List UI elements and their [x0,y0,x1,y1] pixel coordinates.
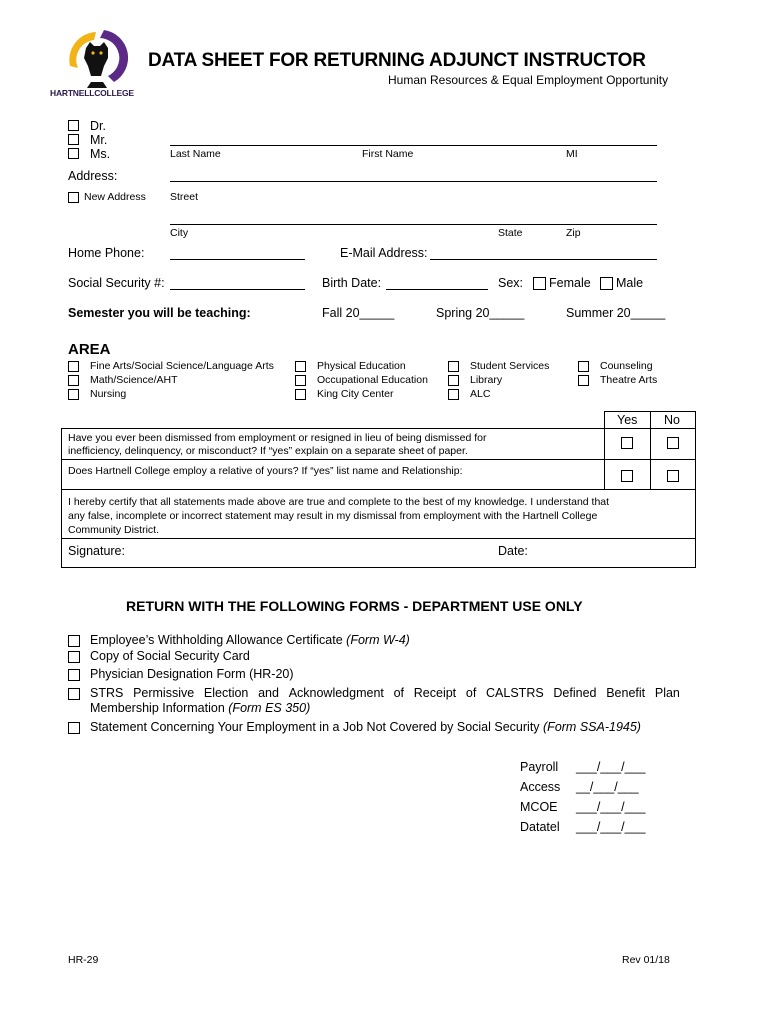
strs-word: Benefit [606,686,646,700]
female-label: Female [549,276,591,290]
state-label: State [498,227,523,239]
strs-word: STRS [90,686,124,700]
date-label[interactable]: Date: [498,544,528,558]
form-ssa-checkbox[interactable] [68,722,80,734]
form-id: HR-29 [68,954,99,966]
address-top-line[interactable] [170,181,657,182]
row-divider-1 [61,459,696,460]
semester-summer[interactable]: Summer 20_____ [566,306,666,320]
strs-word: of [393,686,405,700]
ssn-label: Social Security #: [68,276,165,290]
mcoe-label: MCOE [520,800,558,814]
home-phone-label: Home Phone: [68,246,145,260]
area-alc-checkbox[interactable] [448,389,459,400]
q1-no-checkbox[interactable] [667,437,679,449]
form-hr20-label: Physician Designation Form (HR-20) [90,667,294,681]
ssn-input[interactable] [170,289,305,290]
page-title: DATA SHEET FOR RETURNING ADJUNCT INSTRUCTOR [148,50,646,71]
area-math-label: Math/Science/AHT [90,374,178,386]
city-label: City [170,227,189,239]
form-w4-checkbox[interactable] [68,635,80,647]
address-label: Address: [68,169,118,183]
strs-word: Defined [553,686,597,700]
q2-text: Does Hartnell College employ a relative of yours? If “yes” list name and Relationship: [68,465,463,477]
area-pe-checkbox[interactable] [295,361,306,372]
access-date[interactable]: __/___/___ [576,780,639,794]
mi-label: MI [566,148,578,160]
area-student-services-checkbox[interactable] [448,361,459,372]
q2-yes-checkbox[interactable] [621,470,633,482]
semester-label: Semester you will be teaching: [68,306,251,320]
mr-checkbox[interactable] [68,134,79,145]
q2-no-checkbox[interactable] [667,470,679,482]
row-divider-3 [61,538,696,539]
form-strs-text: Membership Information [90,701,229,715]
last-name-label: Last Name [170,148,221,160]
mr-label: Mr. [90,133,108,147]
area-king-city-label: King City Center [317,388,394,400]
area-library-checkbox[interactable] [448,375,459,386]
sex-label: Sex: [498,276,524,290]
new-address-label: New Address [84,191,146,203]
area-occ-ed-checkbox[interactable] [295,375,306,386]
strs-word: CALSTRS [486,686,544,700]
area-fine-arts-label: Fine Arts/Social Science/Language Arts [90,360,274,372]
zip-label: Zip [566,227,581,239]
payroll-label: Payroll [520,760,559,774]
signature-label[interactable]: Signature: [68,544,125,558]
form-ssc-label: Copy of Social Security Card [90,649,250,663]
form-ssa-item [90,720,641,734]
area-theatre-checkbox[interactable] [578,375,589,386]
birth-date-input[interactable] [386,289,488,290]
access-label: Access [520,780,561,794]
form-ssa-text: Statement Concerning Your Employment in a Job Not Covered by Social Security [90,720,544,734]
form-strs-line2 [90,701,310,715]
area-alc-label: ALC [470,388,491,400]
name-input-line[interactable] [170,145,657,146]
area-heading: AREA [68,341,111,358]
new-address-checkbox[interactable] [68,192,79,203]
datatel-date[interactable]: ___/___/___ [576,820,646,834]
revision: Rev 01/18 [622,954,670,966]
form-w4-code: (Form W-4) [346,633,410,647]
ms-checkbox[interactable] [68,148,79,159]
area-math-checkbox[interactable] [68,375,79,386]
q1-text-line1: Have you ever been dismissed from employment or resigned in lieu of being dismissed for [68,432,487,444]
form-w4-item [90,633,410,647]
dr-checkbox[interactable] [68,120,79,131]
area-nursing-checkbox[interactable] [68,389,79,400]
dr-label: Dr. [90,119,106,133]
birth-date-label: Birth Date: [322,276,382,290]
payroll-date[interactable]: ___/___/___ [576,760,646,774]
strs-word: Receipt [413,686,457,700]
col-divider-1 [604,428,605,489]
strs-word: and [258,686,279,700]
strs-word: Plan [654,686,680,700]
male-checkbox[interactable] [600,277,613,290]
q1-text-line2: inefficiency, delinquency, or misconduct? If “yes” explain on a separate sheet of paper. [68,445,468,457]
area-student-services-label: Student Services [470,360,550,372]
form-ssc-checkbox[interactable] [68,651,80,663]
strs-word: Election [203,686,249,700]
row-divider-2 [61,489,696,490]
first-name-label: First Name [362,148,414,160]
form-ssa-code: (Form SSA-1945) [543,720,641,734]
semester-spring[interactable]: Spring 20_____ [436,306,525,320]
forms-heading: RETURN WITH THE FOLLOWING FORMS - DEPARTMENT USE ONLY [126,598,583,614]
col-divider-2 [650,428,651,489]
strs-word: Acknowledgment [288,686,384,700]
mcoe-date[interactable]: ___/___/___ [576,800,646,814]
area-theatre-label: Theatre Arts [600,374,658,386]
certify-line2: any false, incomplete or incorrect statement may result in my dismissal from employment with the Hartnell College [68,510,598,522]
area-occ-ed-label: Occupational Education [317,374,428,386]
panther-crest-icon [50,26,140,90]
strs-word: Permissive [133,686,195,700]
area-king-city-checkbox[interactable] [295,389,306,400]
form-w4-text: Employee’s Withholding Allowance Certificate [90,633,347,647]
area-counseling-checkbox[interactable] [578,361,589,372]
home-phone-input[interactable] [170,259,305,260]
semester-fall[interactable]: Fall 20_____ [322,306,395,320]
datatel-label: Datatel [520,820,560,834]
email-label: E-Mail Address: [340,246,428,260]
email-input[interactable] [430,259,657,260]
street-label: Street [170,191,199,203]
female-checkbox[interactable] [533,277,546,290]
area-counseling-label: Counseling [600,360,653,372]
area-library-label: Library [470,374,503,386]
area-nursing-label: Nursing [90,388,127,400]
area-fine-arts-checkbox[interactable] [68,361,79,372]
male-label: Male [616,276,644,290]
hartnell-logo [50,26,140,102]
no-header: No [664,413,680,427]
logo-wordmark: HARTNELLCOLLEGE [50,88,134,98]
city-state-zip-line[interactable] [170,224,657,225]
area-pe-label: Physical Education [317,360,406,372]
certify-line3: Community District. [68,524,160,536]
form-hr20-checkbox[interactable] [68,669,80,681]
yes-header: Yes [617,413,638,427]
page-subtitle: Human Resources & Equal Employment Opportunity [388,73,669,87]
strs-word: of [465,686,477,700]
form-strs-code: (Form ES 350) [228,701,311,715]
q1-yes-checkbox[interactable] [621,437,633,449]
form-strs-checkbox[interactable] [68,688,80,700]
form-strs-line1 [90,686,680,700]
ms-label: Ms. [90,147,111,161]
certify-line1: I hereby certify that all statements made above are true and complete to the best of my knowledge. I understand that [68,496,610,508]
